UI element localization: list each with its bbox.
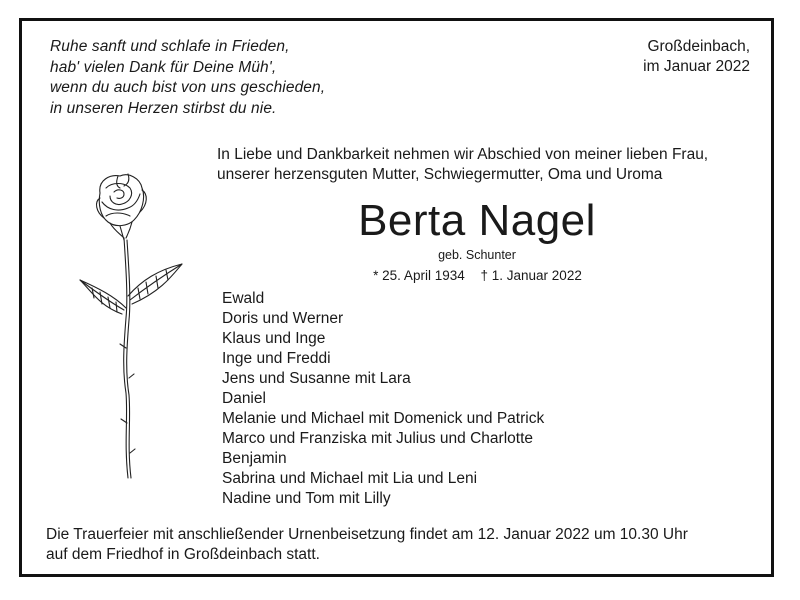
notice-line: auf dem Friedhof in Großdeinbach statt. xyxy=(46,546,320,563)
place-and-date xyxy=(643,37,750,77)
list-item: Doris und Werner xyxy=(222,310,344,327)
list-item: Nadine und Tom mit Lilly xyxy=(222,490,391,507)
list-item: Melanie und Michael mit Domenick und Patrick xyxy=(222,410,545,427)
poem-line: wenn du auch bist von uns geschieden, xyxy=(50,79,326,96)
intro-text xyxy=(217,145,708,185)
memorial-poem xyxy=(50,37,325,119)
death-date: † 1. Januar 2022 xyxy=(480,268,582,283)
list-item: Klaus und Inge xyxy=(222,330,326,347)
list-item: Ewald xyxy=(222,290,265,307)
poem-line: in unseren Herzen stirbst du nie. xyxy=(50,99,277,117)
list-item: Inge und Freddi xyxy=(222,350,331,367)
notice-line: Die Trauerfeier mit anschließender Urnenbeisetzung findet am 12. Januar 2022 um 10.30 Uhr xyxy=(46,526,688,543)
intro-line: In Liebe und Dankbarkeit nehmen wir Abschied von meiner lieben Frau, xyxy=(217,146,709,163)
mourners-list xyxy=(222,289,544,509)
place-month: im Januar 2022 xyxy=(643,58,750,75)
birth-name: geb. Schunter xyxy=(438,248,516,262)
place-city: Großdeinbach, xyxy=(647,38,750,55)
deceased-name: Berta Nagel xyxy=(358,196,596,245)
rose-icon xyxy=(70,168,190,483)
list-item: Daniel xyxy=(222,390,266,407)
list-item: Jens und Susanne mit Lara xyxy=(222,370,411,387)
life-dates xyxy=(340,267,615,285)
poem-line: Ruhe sanft und schlafe in Frieden, xyxy=(50,38,290,55)
intro-line: unserer herzensguten Mutter, Schwiegermutter, Oma und Uroma xyxy=(217,166,663,183)
list-item: Benjamin xyxy=(222,450,287,467)
list-item: Sabrina und Michael mit Lia und Leni xyxy=(222,470,478,487)
list-item: Marco und Franziska mit Julius und Charlotte xyxy=(222,430,533,447)
funeral-notice xyxy=(46,525,688,565)
birth-date: * 25. April 1934 xyxy=(373,268,465,283)
poem-line: hab' vielen Dank für Deine Müh', xyxy=(50,58,277,76)
